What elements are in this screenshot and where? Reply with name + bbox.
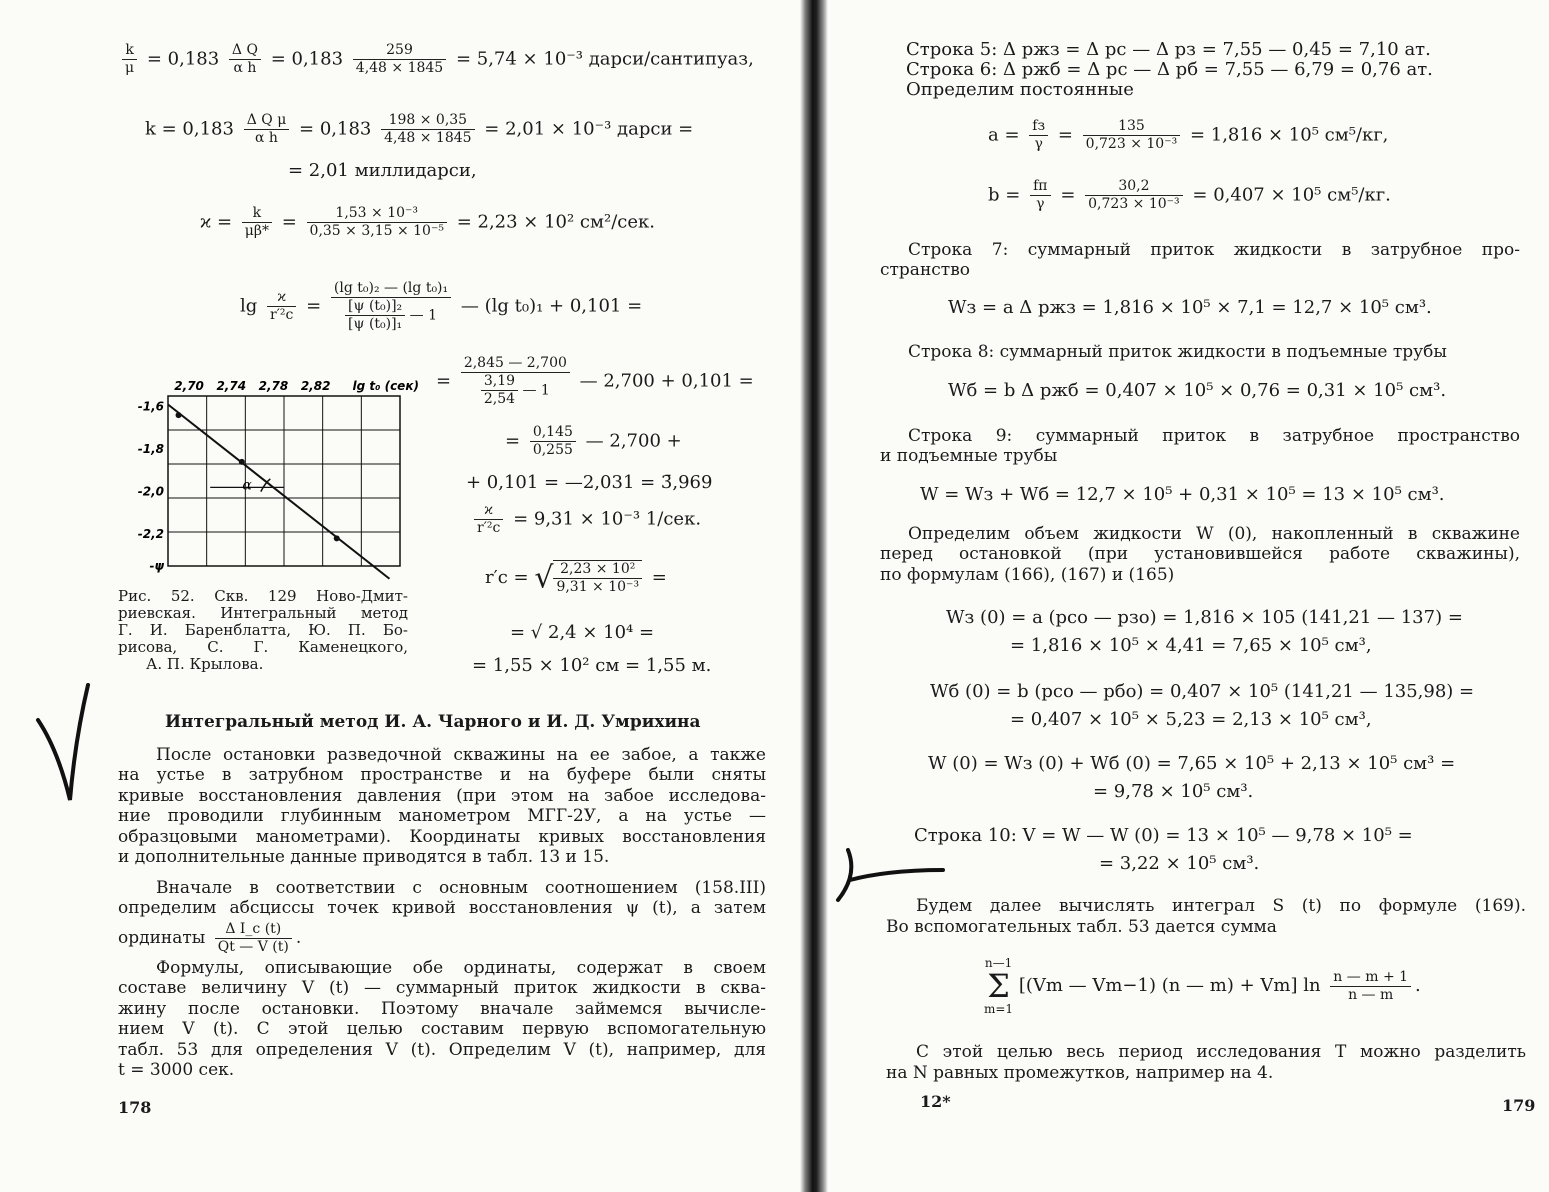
formula-k-millidarcy: = 2,01 миллидарси,	[288, 160, 477, 181]
formula-b: b = $\frac{fп}{\gamma}$ = $\frac{30,2}{\text{0,723 × 10⁻³}}$ = 0,407 × 10⁵ см⁵/кг.	[988, 178, 1391, 212]
paragraph-2: Вначале в соответствии с основным соотношением (158.III) определим абсциссы точек кривой восстановления ψ (t), а затем ординаты $\frac{\text{Δ I\_c (t)}}{Qt — V (t)}$ .	[118, 878, 766, 955]
x-axis-label: lg t₀ (сек)	[352, 379, 418, 393]
signature-mark: 12*	[920, 1092, 951, 1111]
formula-rc-result: = 1,55 × 10² см = 1,55 м.	[472, 655, 712, 676]
y-tick-label: -1,6	[137, 399, 164, 414]
sum-operator: n—1 Σ m=1	[984, 956, 1014, 1016]
row-7-text: Строка 7: суммарный приток жидкости в затрубное про- странство	[880, 240, 1520, 281]
y-tick-label: -2,2	[137, 527, 164, 542]
formula-sum: n—1 Σ m=1 [(Vm — Vm−1) (n — m) + Vm] ln $\frac{n — m + 1}{n — m}$ .	[984, 956, 1421, 1016]
x-tick-label: 2,70	[174, 379, 204, 393]
formula-row-10: Строка 10: V = W — W (0) = 13 × 10⁵ — 9,78 × 10⁵ = = 3,22 × 10⁵ см³.	[914, 825, 1413, 874]
formula-k-over-mu: $\frac{k}{\mu}$ = 0,183 $\frac{\text{Δ Q}}{\text{α h}}$ = 0,183 $\frac{259}{4,48 \times 1845}$ = 5,74 × 10⁻³ дарси/сантипуаз,	[118, 42, 754, 77]
fit-line	[168, 405, 389, 579]
right-page	[828, 0, 1549, 1192]
data-point	[176, 412, 182, 418]
row-8-text: Строка 8: суммарный приток жидкости в подъемные трубы	[908, 342, 1447, 362]
formula-w: W = Wз + Wб = 12,7 × 10⁵ + 0,31 × 10⁵ = 13 × 10⁵ см³.	[920, 484, 1445, 505]
formula-wz0: Wз (0) = a (pco — pзo) = 1,816 × 105 (141,21 — 137) = = 1,816 × 10⁵ × 4,41 = 7,65 × 10⁵ см³,	[946, 607, 1463, 656]
formula-wb: Wб = b Δ pжб = 0,407 × 10⁵ × 0,76 = 0,31 × 10⁵ см³.	[948, 380, 1447, 401]
radical-icon: √	[534, 560, 554, 596]
y-axis-label: -ψ	[149, 559, 164, 573]
paragraph-integral: Будем далее вычислять интеграл S (t) по формуле (169). Во вспомогательных табл. 53 дается сумма	[886, 896, 1526, 937]
formula-lg-step3: + 0,101 = —2,031 = 3̄,969	[466, 472, 713, 493]
paragraph-3: Формулы, описывающие обе ординаты, содержат в своем составе величину V (t) — суммарный приток жидкости в сква- жину после остановки. Поэтому вначале займемся вычисле- нием V (t). С этой целью составим первую вспомогательную табл. 53 для определения V (t). Определим V (t), например, для t = 3000 сек.	[118, 958, 766, 1081]
rows-5-6: Строка 5: Δ pжз = Δ pc — Δ pз = 7,55 — 0,45 = 7,10 ат. Строка 6: Δ pжб = Δ pc — Δ pб = 7,55 — 6,79 = 0,76 ат. Определим постоянные	[906, 39, 1433, 100]
y-tick-label: -2,0	[137, 484, 164, 499]
paragraph-last: С этой целью весь период исследования T можно разделить на N равных промежутков, например на 4.	[886, 1042, 1526, 1083]
page-number-right: 179	[1502, 1096, 1536, 1115]
chart-svg	[118, 368, 418, 580]
data-point	[239, 459, 245, 465]
figure-caption: Рис. 52. Скв. 129 Ново-Дмит- риевская. Интегральный метод Г. И. Баренблатта, Ю. П. Бо- рисова, С. Г. Каменецкого, А. П. Крылова.	[118, 587, 408, 673]
book-gutter	[800, 0, 828, 1192]
figure-52-chart	[118, 368, 418, 580]
formula-kappa: ϰ = $\frac{k}{\mu\beta*}$ = $\frac{\text{1,53 × 10⁻³}}{\text{0,35 × 3,15 × 10⁻⁵}}$ = 2,23 × 10² см²/сек.	[200, 205, 656, 239]
formula-kappa-ratio: $\frac{ϰ}{\text{r′²c}}$ = 9,31 × 10⁻³ 1/сек.	[470, 502, 701, 537]
formula-a: a = $\frac{fз}{\gamma}$ = $\frac{135}{\text{0,723 × 10⁻³}}$ = 1,816 × 10⁵ см⁵/кг,	[988, 118, 1389, 152]
angle-label: α	[242, 477, 252, 494]
handwritten-check-mark	[30, 680, 100, 810]
formula-rc: r′c = √ $\frac{\text{2,23 × 10²}}{\text{9,31 × 10⁻³}}$ =	[485, 560, 667, 596]
x-tick-label: 2,78	[258, 379, 289, 393]
paragraph-volume: Определим объем жидкости W (0), накопленный в скважине перед остановкой (при установившейся работе скважины), по формулам (166), (167) и (165)	[880, 524, 1520, 585]
x-tick-label: 2,82	[300, 379, 331, 393]
formula-wb0: Wб (0) = b (pco — pбo) = 0,407 × 10⁵ (141,21 — 135,98) = = 0,407 × 10⁵ × 5,23 = 2,13 × 10⁵ см³,	[930, 681, 1475, 730]
formula-rc-step: = √ 2,4 × 10⁴ =	[510, 622, 655, 643]
section-heading: Интегральный метод И. А. Чарного и И. Д. Умрихина	[165, 712, 701, 732]
formula-lg-step2: = $\frac{0,145}{0,255}$ — 2,700 +	[505, 424, 682, 458]
formula-k: k = 0,183 $\frac{\text{Δ Q μ}}{\text{α h}}$ = 0,183 $\frac{198 \times 0,35}{4,48 \times 1845}$ = 2,01 × 10⁻³ дарси =	[145, 112, 694, 146]
formula-lg: lg $\frac{ϰ}{\text{r′²c}}$ = (lg t₀)₂ — (lg t₀)₁ $\frac{\text{[ψ (t₀)]₂}}{\text{[ψ (t₀)]₁}}$ — 1 — (lg t₀)₁ + 0,101 =	[240, 280, 643, 332]
y-tick-label: -1,8	[137, 442, 164, 457]
x-tick-label: 2,74	[216, 379, 247, 393]
page-number-left: 178	[118, 1098, 152, 1117]
paragraph-1: После остановки разведочной скважины на ее забое, а также на устье в затрубном пространстве и на буфере были сняты кривые восстановления давления (при этом на забое исследова- ние проводили глубинным манометром МГГ-2У, а на устье — образцовыми манометрами). Координаты кривых восстановления и дополнительные данные приводятся в табл. 13 и 15.	[118, 745, 766, 868]
row-9-text: Строка 9: суммарный приток в затрубное пространство и подъемные трубы	[880, 426, 1520, 467]
handwritten-arrow	[828, 840, 958, 910]
formula-w0: W (0) = Wз (0) + Wб (0) = 7,65 × 10⁵ + 2,13 × 10⁵ см³ = = 9,78 × 10⁵ см³.	[928, 753, 1456, 802]
formula-lg-step1: = 2,845 — 2,700 $\frac{3,19}{2,54}$ — 1 — 2,700 + 0,101 =	[436, 355, 754, 407]
data-point	[334, 535, 340, 541]
formula-wz: Wз = a Δ pжз = 1,816 × 10⁵ × 7,1 = 12,7 × 10⁵ см³.	[948, 297, 1432, 318]
